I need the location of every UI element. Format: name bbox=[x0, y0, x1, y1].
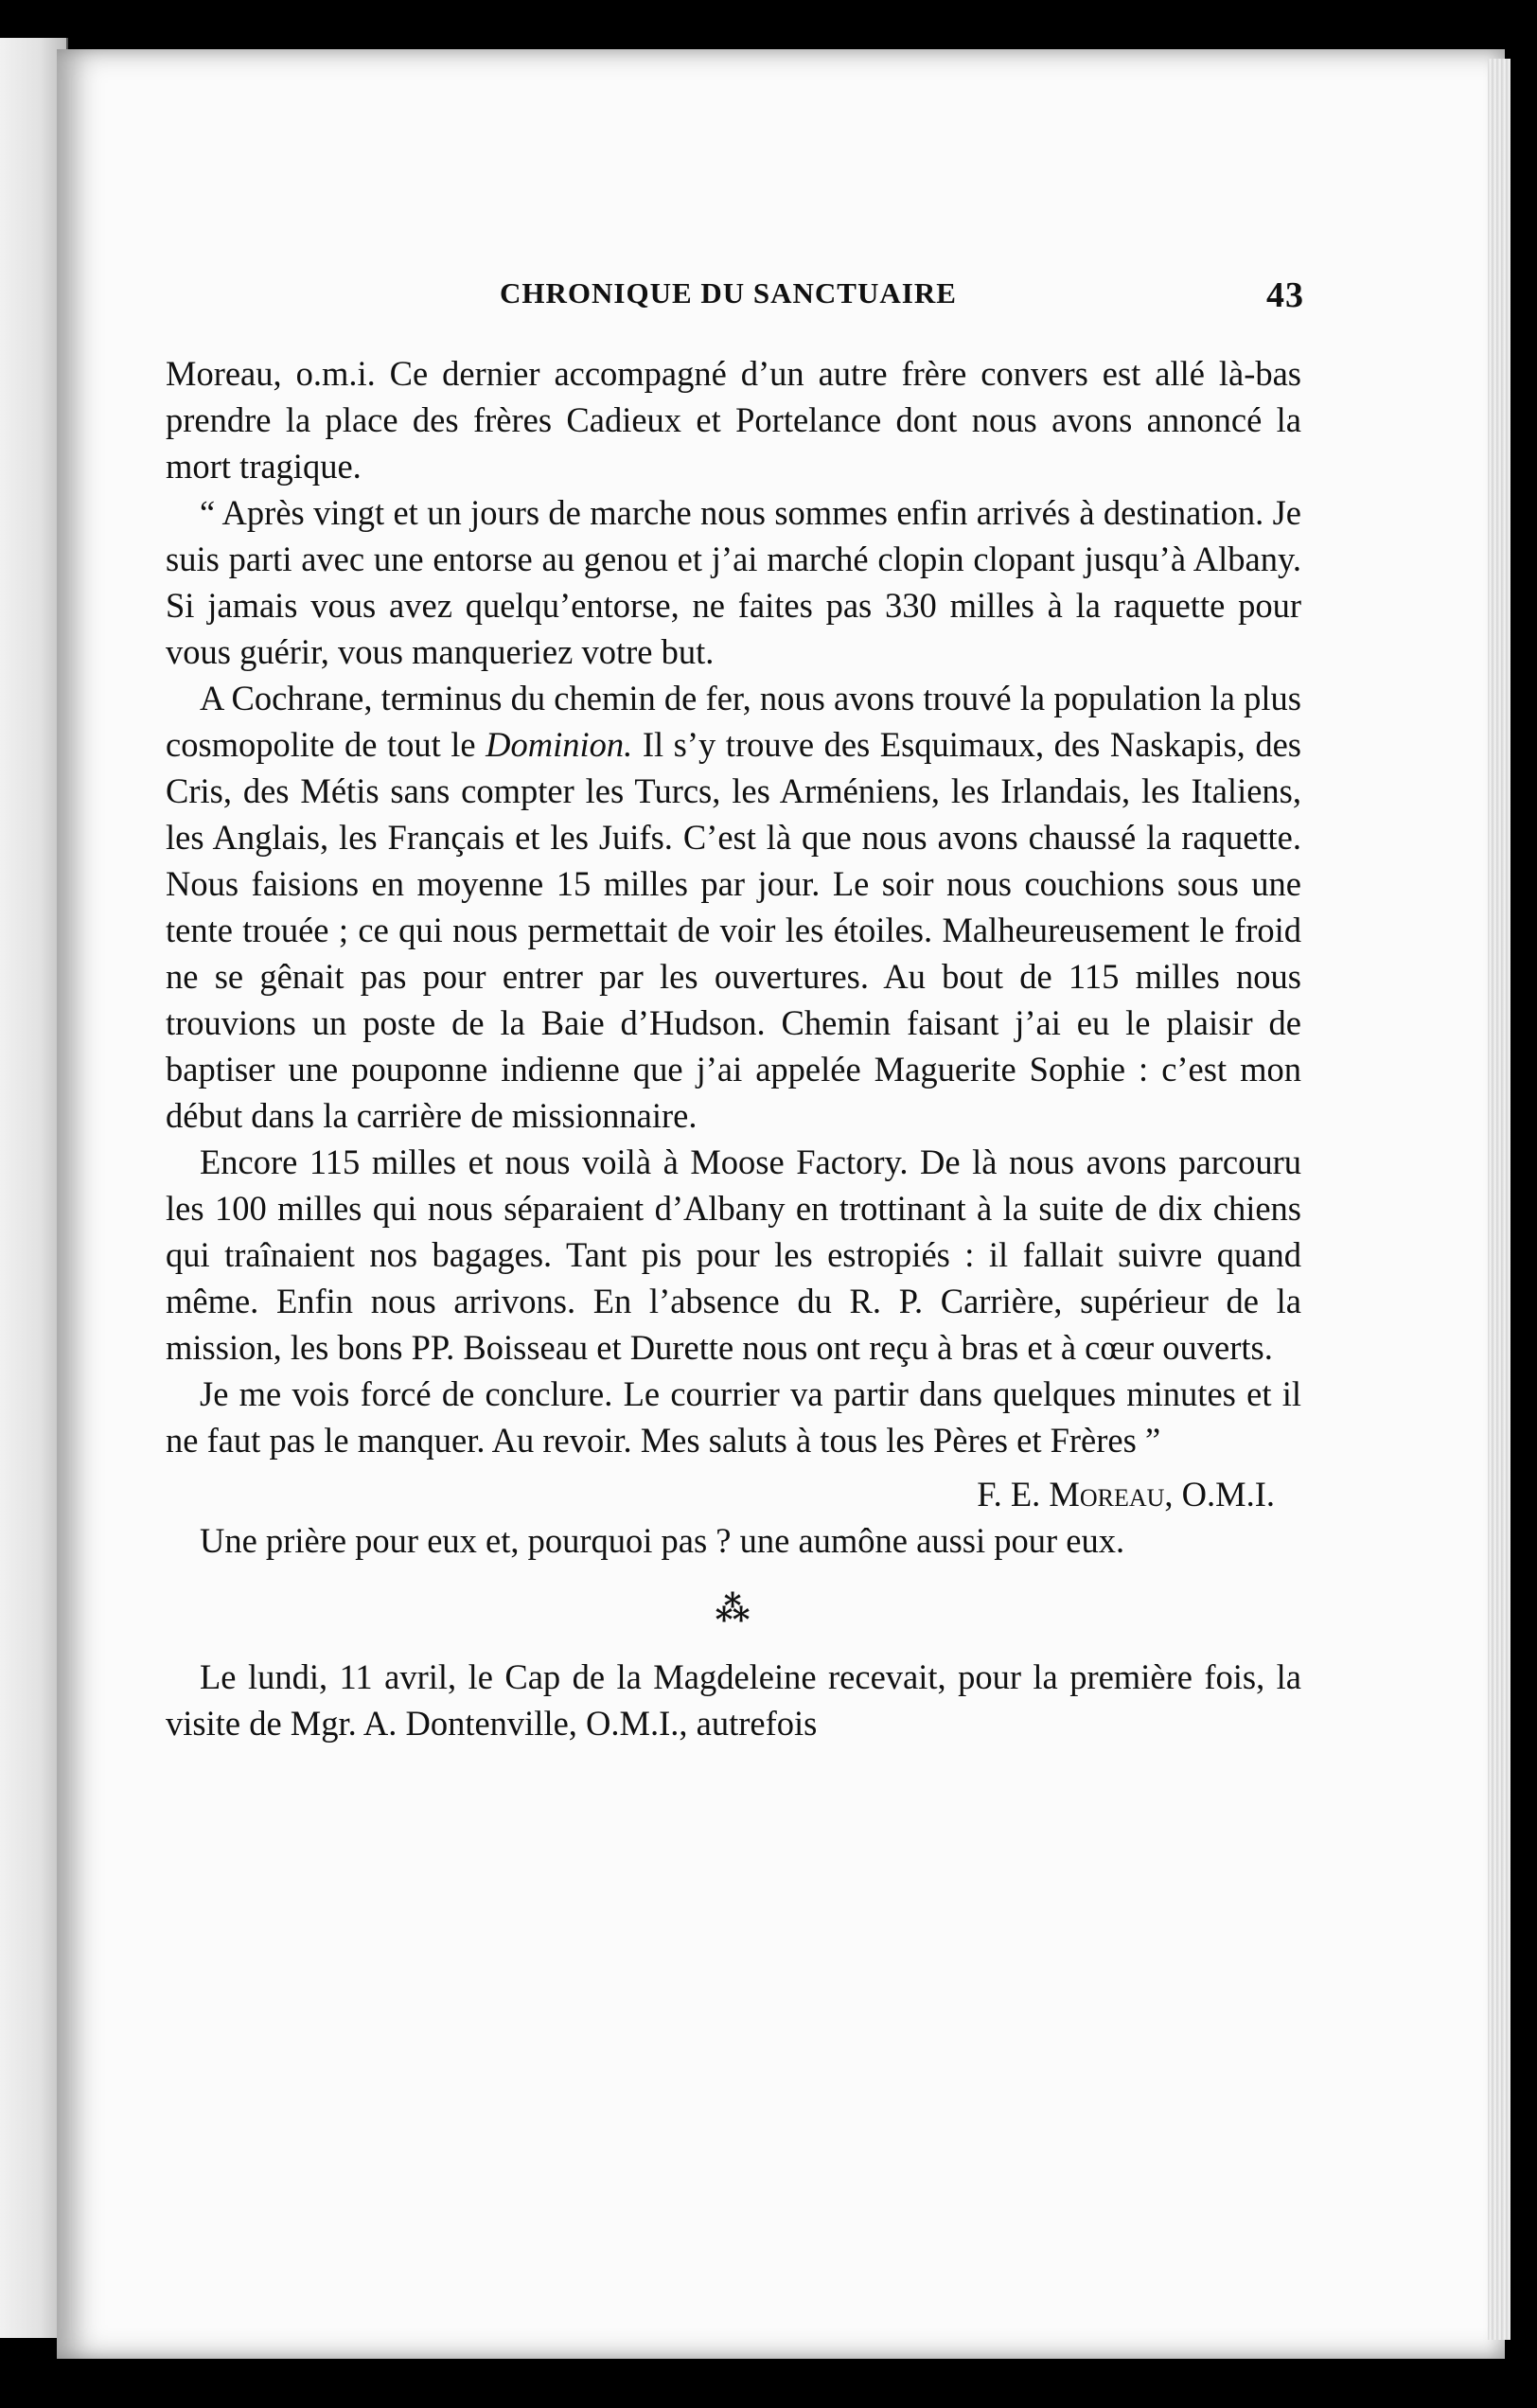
page-number: 43 bbox=[1266, 275, 1304, 315]
italic-dominion: Dominion. bbox=[486, 725, 633, 764]
paragraph-cochrane-rest: Il s’y trouve des Esquimaux, des Naskapis, des Cris, des Métis sans compter les Turcs, les Arméniens, les Irlandais, les Italiens, les Anglais, les Français et les Juifs. C’est là que nous avons chaussé la raquette. Nous faisions en moyenne 15 milles par jour. Le soir nous couchions sous une tente trouée ; ce qui nous permettait de voir les étoiles. Malheureusement le froid ne se gênait pas pour entrer par les ouvertures. Au bout de 115 milles nous trouvions un poste de la Baie d’Hudson. Chemin faisant j’ai eu le plaisir de baptiser une pouponne indienne que j’ai appelée Maguerite Sophie : c’est mon début dans la carrière de missionnaire. bbox=[166, 725, 1301, 1135]
signature-order: O.M.I. bbox=[1181, 1475, 1275, 1514]
paragraph-cochrane-start: A Cochrane, terminus du chemin de fer, nous avons trouvé la population la plus cosmopolite de tout le bbox=[166, 679, 1301, 764]
paragraph-continuation: Moreau, o.m.i. Ce dernier accompagné d’un autre frère convers est allé là-bas prendre la place des frères Cadieux et Portelance dont nous avons annoncé la mort tragique. bbox=[166, 354, 1301, 486]
letter-signature bbox=[166, 1471, 1301, 1517]
paragraph-letter-opening: “ Après vingt et un jours de marche nous sommes enfin arrivés à destination. Je suis parti avec une entorse au genou et j’ai marché clopin clopant jusqu’à Albany. Si jamais vous avez quelqu’entorse, ne faites pas 330 milles à la raquette pour vous guérir, vous manqueriez votre but. bbox=[166, 493, 1301, 671]
signature-name: Moreau, bbox=[1049, 1475, 1174, 1514]
section-separator: ⁂ bbox=[715, 1590, 752, 1628]
paragraph-cochrane bbox=[166, 675, 1301, 1139]
running-title: CHRONIQUE DU SANCTUAIRE bbox=[500, 276, 957, 310]
paragraph-conclusion: Je me vois forcé de conclure. Le courrier va partir dans quelques minutes et il ne faut pas le manquer. Au revoir. Mes saluts à tous les Pères et Frères ” bbox=[166, 1374, 1301, 1460]
paragraph-visit: Le lundi, 11 avril, le Cap de la Magdeleine recevait, pour la première fois, la visite de Mgr. A. Dontenville, O.M.I., autrefois bbox=[166, 1657, 1301, 1743]
paragraph-moose-factory: Encore 115 milles et nous voilà à Moose Factory. De là nous avons parcouru les 100 milles qui nous séparaient d’Albany en trottinant à la suite de dix chiens qui traînaient nos bagages. Tant pis pour les estropiés : il fallait suivre quand même. Enfin nous arrivons. En l’absence du R. P. Carrière, supérieur de la mission, les bons PP. Boisseau et Durette nous ont reçu à bras et à cœur ouverts. bbox=[166, 1142, 1301, 1367]
page-body bbox=[166, 350, 1301, 1746]
book-page bbox=[57, 49, 1505, 2359]
signature-initials: F. E. bbox=[977, 1475, 1041, 1514]
paragraph-prayer: Une prière pour eux et, pourquoi pas ? une aumône aussi pour eux. bbox=[200, 1521, 1125, 1560]
page-stack-edge bbox=[1488, 59, 1510, 2340]
